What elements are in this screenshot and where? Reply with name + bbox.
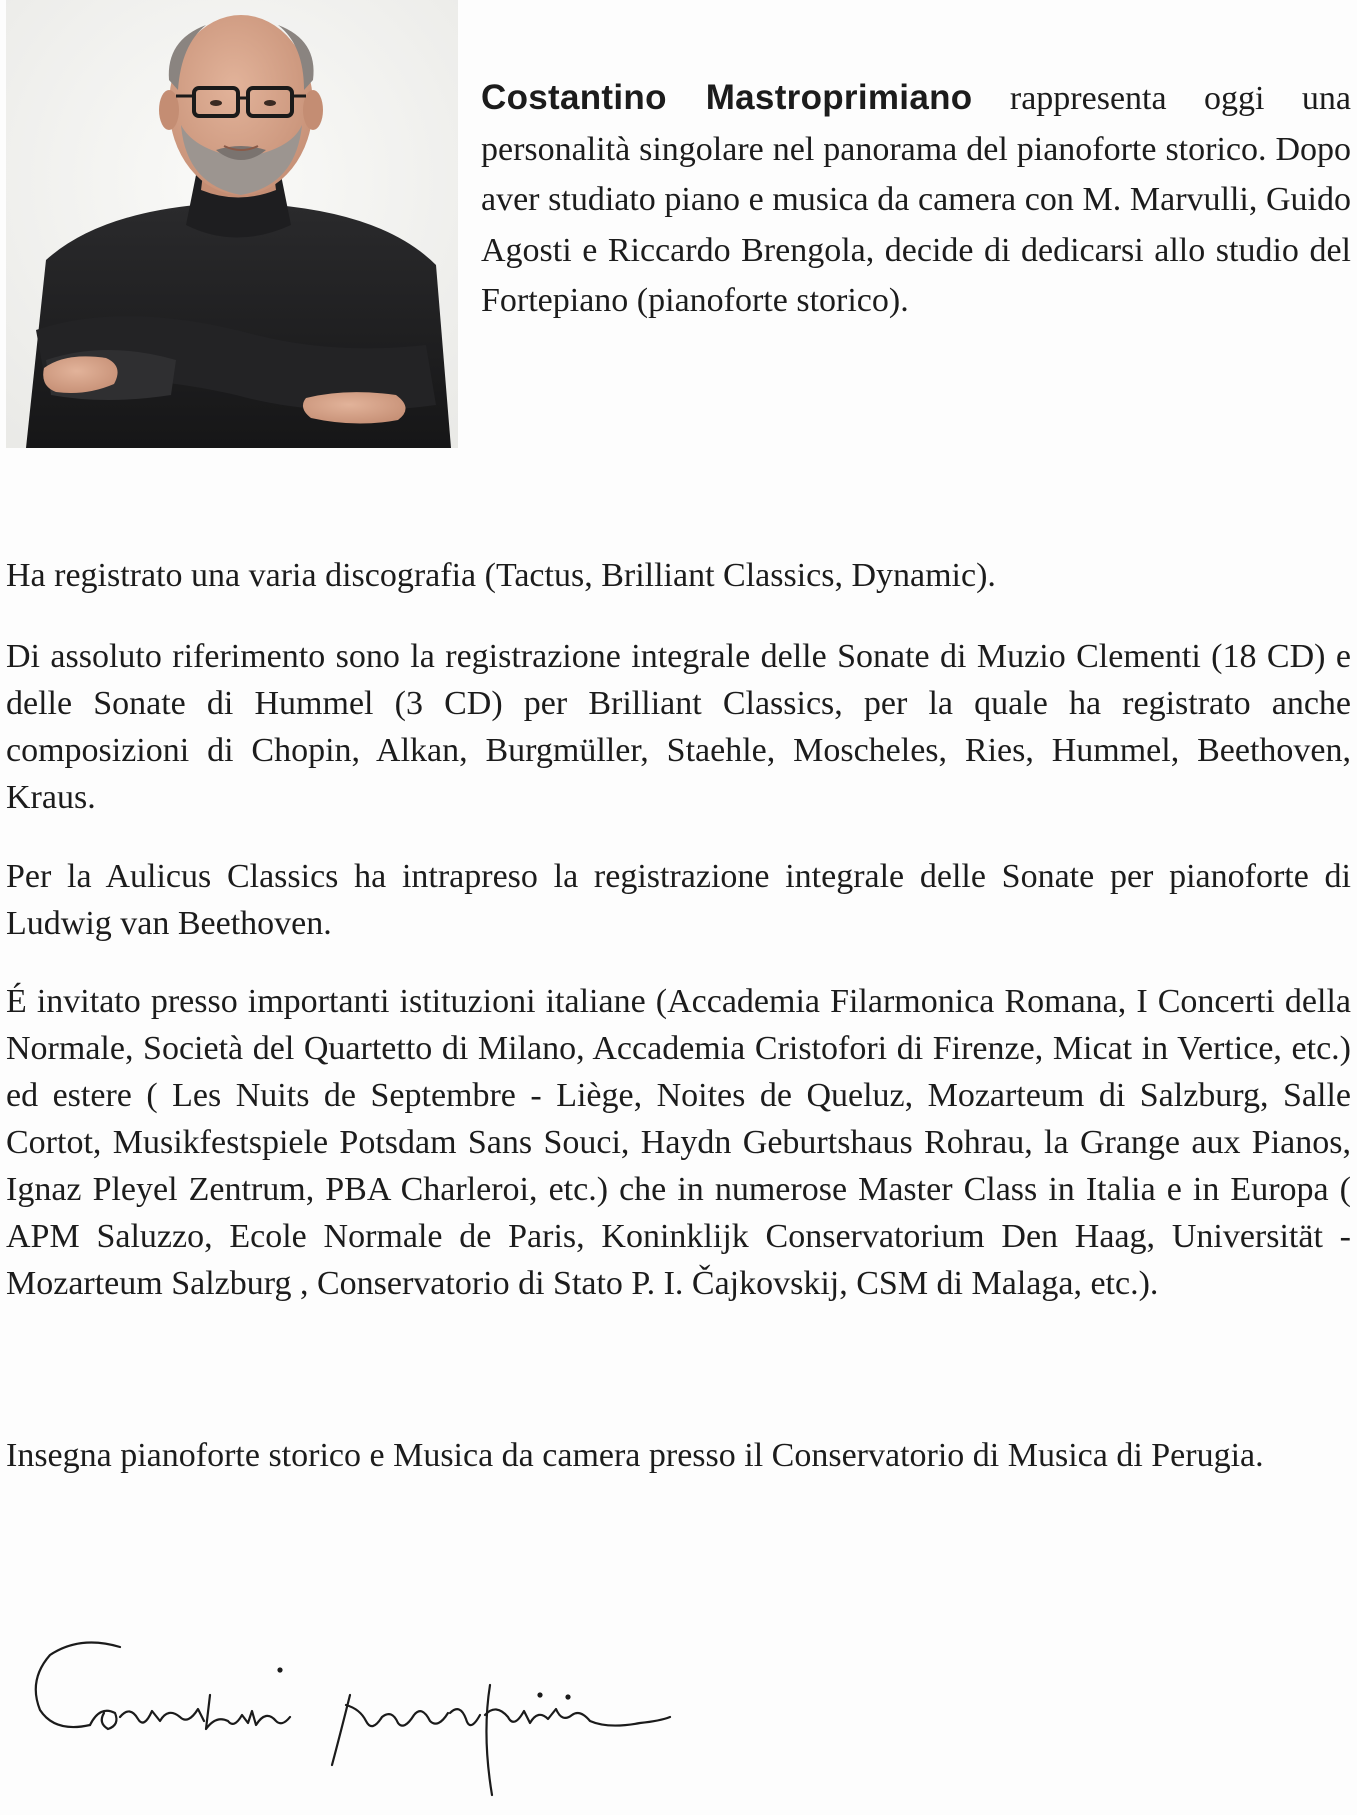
recordings-paragraph: Di assoluto riferimento sono la registrazione integrale delle Sonate di Muzio Clementi (18 CD) e delle Sonate di Hummel (3 CD) per Brilliant Classics, per la quale ha registrato anche composizioni di Chopin, Alkan, Burgmüller, Staehle, Moscheles, Ries, Hummel, Beethoven, Kraus. <box>6 638 1351 816</box>
beethoven-paragraph: Per la Aulicus Classics ha intrapreso la registrazione integrale delle Sonate per pianoforte di Ludwig van Beethoven. <box>6 858 1351 942</box>
handwritten-signature <box>20 1625 720 1810</box>
signature-drawing <box>20 1625 720 1810</box>
teaching-paragraph: Insegna pianoforte storico e Musica da camera presso il Conservatorio di Musica di Perugia. <box>6 1437 1264 1474</box>
invitations-paragraph: É invitato presso importanti istituzioni italiane (Accademia Filarmonica Romana, I Concerti della Normale, Società del Quartetto di Milano, Accademia Cristofori di Firenze, Micat in Vertice, etc.) ed estere ( Les Nuits de Septembre - Liège, Noites de Queluz, Mozarteum di Salzburg, Salle Cortot, Musikfestspiele Potsdam Sans Souci, Haydn Geburtshaus Rohrau, la Grange aux Pianos, Ignaz Pleyel Zentrum, PBA Charleroi, etc.) che in numerose Master Class in Italia e in Europa ( APM Saluzzo, Ecole Normale de Paris, Koninklijk Conservatorium Den Haag, Universität - Mozarteum Salzburg , Conservatorio di Stato P. I. Čajkovskij, CSM di Malaga, etc.). <box>6 983 1351 1302</box>
intro-paragraph <box>481 73 1351 327</box>
portrait-illustration <box>6 0 458 448</box>
discography-paragraph: Ha registrato una varia discografia (Tactus, Brilliant Classics, Dynamic). <box>6 557 996 594</box>
portrait-photo <box>6 0 458 448</box>
artist-name: Costantino Mastroprimiano <box>481 78 973 117</box>
intro-text: rappresenta oggi una personalità singolare nel panorama del pianoforte storico. Dopo aver studiato piano e musica da camera con M. Marvulli, Guido Agosti e Riccardo Brengola, decide di dedicarsi allo studio del Fortepiano (pianoforte storico). <box>481 80 1351 319</box>
